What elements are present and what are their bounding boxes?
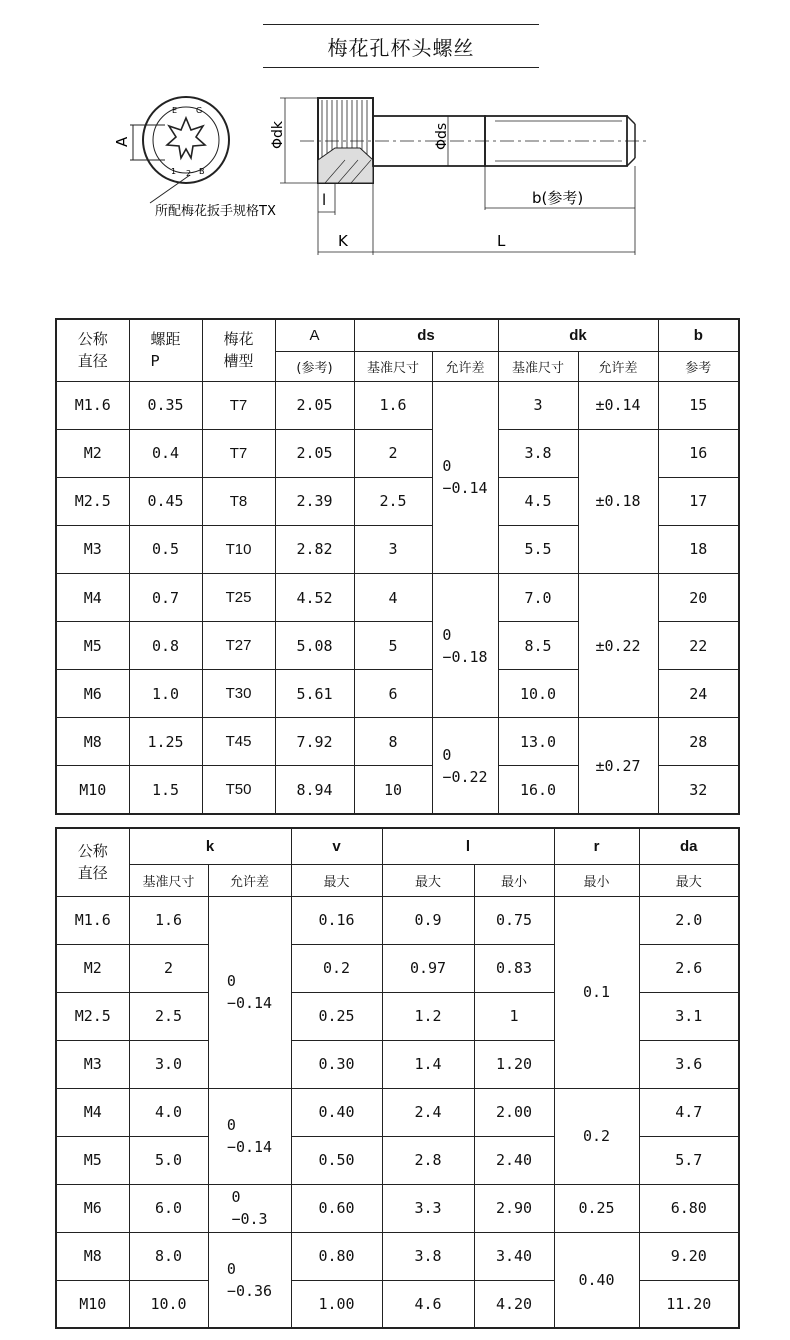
- cell-ds: 8: [354, 718, 432, 766]
- cell-k-tol: 0 −0.14: [208, 896, 291, 1088]
- cell-A: 2.39: [275, 477, 354, 525]
- head-top-view: [130, 97, 229, 203]
- cell-size: M8: [56, 718, 129, 766]
- cell-l-min: 0.83: [474, 944, 554, 992]
- head-mark: 1: [171, 167, 177, 176]
- cell-k: 8.0: [129, 1232, 208, 1280]
- cell-pitch: 0.4: [129, 429, 202, 477]
- cell-ds: 2.5: [354, 477, 432, 525]
- cell-size: M5: [56, 1136, 129, 1184]
- cell-slot: T7: [202, 429, 275, 477]
- header-r: r: [554, 828, 639, 864]
- cell-k: 1.6: [129, 896, 208, 944]
- cell-slot: T50: [202, 766, 275, 814]
- cell-slot: T30: [202, 670, 275, 718]
- header-da: da: [639, 828, 739, 864]
- cell-dk: 16.0: [498, 766, 578, 814]
- cell-l-min: 2.40: [474, 1136, 554, 1184]
- page-title-frame: [263, 24, 539, 68]
- label-l: l: [322, 191, 327, 209]
- cell-dk: 5.5: [498, 525, 578, 573]
- header-ds: ds: [354, 319, 498, 351]
- cell-v: 0.50: [291, 1136, 382, 1184]
- cell-dk: 10.0: [498, 670, 578, 718]
- cell-ds: 6: [354, 670, 432, 718]
- header-v-sub: 最大: [291, 864, 382, 896]
- cell-size: M5: [56, 622, 129, 670]
- cell-l-max: 0.97: [382, 944, 474, 992]
- header-k-basic: 基准尺寸: [129, 864, 208, 896]
- cell-r: 0.25: [554, 1184, 639, 1232]
- header-nominal: 公称 直径: [56, 319, 129, 381]
- cell-da: 5.7: [639, 1136, 739, 1184]
- cell-v: 0.60: [291, 1184, 382, 1232]
- cell-l-min: 0.75: [474, 896, 554, 944]
- label-b: b(参考): [532, 189, 584, 207]
- cell-l-min: 4.20: [474, 1280, 554, 1328]
- cell-b: 20: [658, 573, 739, 621]
- cell-size: M10: [56, 766, 129, 814]
- cell-size: M3: [56, 1040, 129, 1088]
- label-L: L: [497, 232, 506, 250]
- cell-slot: T8: [202, 477, 275, 525]
- spec-table-2: [55, 827, 740, 1329]
- header-dk-tol: 允许差: [578, 351, 658, 381]
- header-k-tol: 允许差: [208, 864, 291, 896]
- cell-pitch: 0.7: [129, 573, 202, 621]
- header-ds-tol: 允许差: [432, 351, 498, 381]
- header-ds-basic: 基准尺寸: [354, 351, 432, 381]
- cell-ds-tol: 0 −0.18: [432, 573, 498, 717]
- cell-b: 24: [658, 670, 739, 718]
- cell-dk: 8.5: [498, 622, 578, 670]
- cell-slot: T10: [202, 525, 275, 573]
- cell-A: 4.52: [275, 573, 354, 621]
- header-dk-basic: 基准尺寸: [498, 351, 578, 381]
- cell-slot: T25: [202, 573, 275, 621]
- cell-ds: 10: [354, 766, 432, 814]
- head-mark: B: [199, 167, 205, 176]
- cell-A: 8.94: [275, 766, 354, 814]
- cell-dk-tol: ±0.22: [578, 573, 658, 717]
- cell-k: 2.5: [129, 992, 208, 1040]
- cell-size: M3: [56, 525, 129, 573]
- cell-A: 5.61: [275, 670, 354, 718]
- label-A: A: [113, 136, 131, 147]
- table-row: [56, 573, 739, 621]
- cell-size: M8: [56, 1232, 129, 1280]
- cell-k: 10.0: [129, 1280, 208, 1328]
- cell-slot: T45: [202, 718, 275, 766]
- cell-dk: 3: [498, 381, 578, 429]
- head-mark: 2: [186, 169, 192, 178]
- cell-A: 5.08: [275, 622, 354, 670]
- cell-k-tol: 0 −0.36: [208, 1232, 291, 1328]
- cell-r: 0.2: [554, 1088, 639, 1184]
- header-A-sub: (参考): [275, 351, 354, 381]
- cell-k-tol: 0 −0.3: [208, 1184, 291, 1232]
- cell-size: M1.6: [56, 896, 129, 944]
- cell-b: 15: [658, 381, 739, 429]
- cell-dk: 7.0: [498, 573, 578, 621]
- cell-size: M4: [56, 1088, 129, 1136]
- cell-ds: 5: [354, 622, 432, 670]
- table-row: [56, 1232, 739, 1280]
- cell-ds: 2: [354, 429, 432, 477]
- cell-size: M6: [56, 670, 129, 718]
- cell-l-max: 1.2: [382, 992, 474, 1040]
- cell-size: M2.5: [56, 477, 129, 525]
- cell-pitch: 1.0: [129, 670, 202, 718]
- cell-pitch: 1.5: [129, 766, 202, 814]
- label-ds: Φds: [434, 122, 450, 150]
- cell-v: 1.00: [291, 1280, 382, 1328]
- header-b: b: [658, 319, 739, 351]
- cell-b: 16: [658, 429, 739, 477]
- table-row: [56, 381, 739, 429]
- cell-da: 2.0: [639, 896, 739, 944]
- cell-size: M4: [56, 573, 129, 621]
- cell-l-max: 4.6: [382, 1280, 474, 1328]
- cell-pitch: 0.35: [129, 381, 202, 429]
- cell-v: 0.2: [291, 944, 382, 992]
- cell-r: 0.40: [554, 1232, 639, 1328]
- header-A: A: [275, 319, 354, 351]
- header-slot: 梅花 槽型: [202, 319, 275, 381]
- table-row: [56, 896, 739, 944]
- cell-slot: T27: [202, 622, 275, 670]
- page-title: 梅花孔杯头螺丝: [327, 35, 475, 60]
- cell-dk: 3.8: [498, 429, 578, 477]
- cell-pitch: 0.5: [129, 525, 202, 573]
- cell-size: M2: [56, 944, 129, 992]
- cell-ds: 1.6: [354, 381, 432, 429]
- header-dk: dk: [498, 319, 658, 351]
- cell-b: 18: [658, 525, 739, 573]
- cell-pitch: 1.25: [129, 718, 202, 766]
- header-l: l: [382, 828, 554, 864]
- cell-l-max: 1.4: [382, 1040, 474, 1088]
- cell-ds: 4: [354, 573, 432, 621]
- cell-A: 2.05: [275, 429, 354, 477]
- cell-l-min: 3.40: [474, 1232, 554, 1280]
- cell-b: 32: [658, 766, 739, 814]
- header-l-max: 最大: [382, 864, 474, 896]
- cell-l-max: 2.4: [382, 1088, 474, 1136]
- cell-k: 2: [129, 944, 208, 992]
- screw-drawing: [0, 80, 790, 270]
- cell-size: M6: [56, 1184, 129, 1232]
- header-k: k: [129, 828, 291, 864]
- cell-pitch: 0.45: [129, 477, 202, 525]
- table-row: [56, 718, 739, 766]
- screw-side-view: [280, 98, 650, 255]
- header-da-sub: 最大: [639, 864, 739, 896]
- cell-v: 0.30: [291, 1040, 382, 1088]
- cell-v: 0.80: [291, 1232, 382, 1280]
- cell-size: M1.6: [56, 381, 129, 429]
- cell-v: 0.25: [291, 992, 382, 1040]
- cell-da: 6.80: [639, 1184, 739, 1232]
- cell-dk: 13.0: [498, 718, 578, 766]
- cell-b: 28: [658, 718, 739, 766]
- cell-dk-tol: ±0.14: [578, 381, 658, 429]
- cell-k: 4.0: [129, 1088, 208, 1136]
- cell-A: 2.82: [275, 525, 354, 573]
- cell-da: 9.20: [639, 1232, 739, 1280]
- header-pitch: 螺距 P: [129, 319, 202, 381]
- cell-ds: 3: [354, 525, 432, 573]
- cell-l-max: 3.8: [382, 1232, 474, 1280]
- header-l-min: 最小: [474, 864, 554, 896]
- table-row: [56, 429, 739, 477]
- cell-l-max: 2.8: [382, 1136, 474, 1184]
- table-row: [56, 1184, 739, 1232]
- cell-b: 22: [658, 622, 739, 670]
- cell-slot: T7: [202, 381, 275, 429]
- cell-b: 17: [658, 477, 739, 525]
- cell-l-max: 3.3: [382, 1184, 474, 1232]
- cell-l-min: 1: [474, 992, 554, 1040]
- label-tx: 所配梅花扳手规格TX: [155, 204, 276, 219]
- cell-da: 4.7: [639, 1088, 739, 1136]
- cell-size: M10: [56, 1280, 129, 1328]
- cell-k: 5.0: [129, 1136, 208, 1184]
- head-mark: E: [172, 106, 178, 115]
- cell-size: M2.5: [56, 992, 129, 1040]
- cell-da: 2.6: [639, 944, 739, 992]
- cell-l-min: 2.90: [474, 1184, 554, 1232]
- table-row: [56, 1088, 739, 1136]
- spec-table-1: [55, 318, 740, 815]
- cell-k: 6.0: [129, 1184, 208, 1232]
- label-dk: Φdk: [270, 120, 286, 149]
- header-nominal: 公称 直径: [56, 828, 129, 896]
- head-mark: G: [196, 106, 203, 115]
- cell-A: 7.92: [275, 718, 354, 766]
- cell-da: 3.1: [639, 992, 739, 1040]
- cell-da: 11.20: [639, 1280, 739, 1328]
- cell-dk-tol: ±0.18: [578, 429, 658, 573]
- cell-l-max: 0.9: [382, 896, 474, 944]
- label-K: K: [338, 232, 348, 250]
- header-b-sub: 参考: [658, 351, 739, 381]
- cell-r: 0.1: [554, 896, 639, 1088]
- cell-v: 0.16: [291, 896, 382, 944]
- cell-k-tol: 0 −0.14: [208, 1088, 291, 1184]
- cell-A: 2.05: [275, 381, 354, 429]
- header-r-sub: 最小: [554, 864, 639, 896]
- cell-pitch: 0.8: [129, 622, 202, 670]
- header-v: v: [291, 828, 382, 864]
- cell-da: 3.6: [639, 1040, 739, 1088]
- cell-dk: 4.5: [498, 477, 578, 525]
- cell-ds-tol: 0 −0.22: [432, 718, 498, 814]
- cell-l-min: 2.00: [474, 1088, 554, 1136]
- cell-dk-tol: ±0.27: [578, 718, 658, 814]
- cell-k: 3.0: [129, 1040, 208, 1088]
- cell-v: 0.40: [291, 1088, 382, 1136]
- cell-l-min: 1.20: [474, 1040, 554, 1088]
- cell-ds-tol: 0 −0.14: [432, 381, 498, 573]
- cell-size: M2: [56, 429, 129, 477]
